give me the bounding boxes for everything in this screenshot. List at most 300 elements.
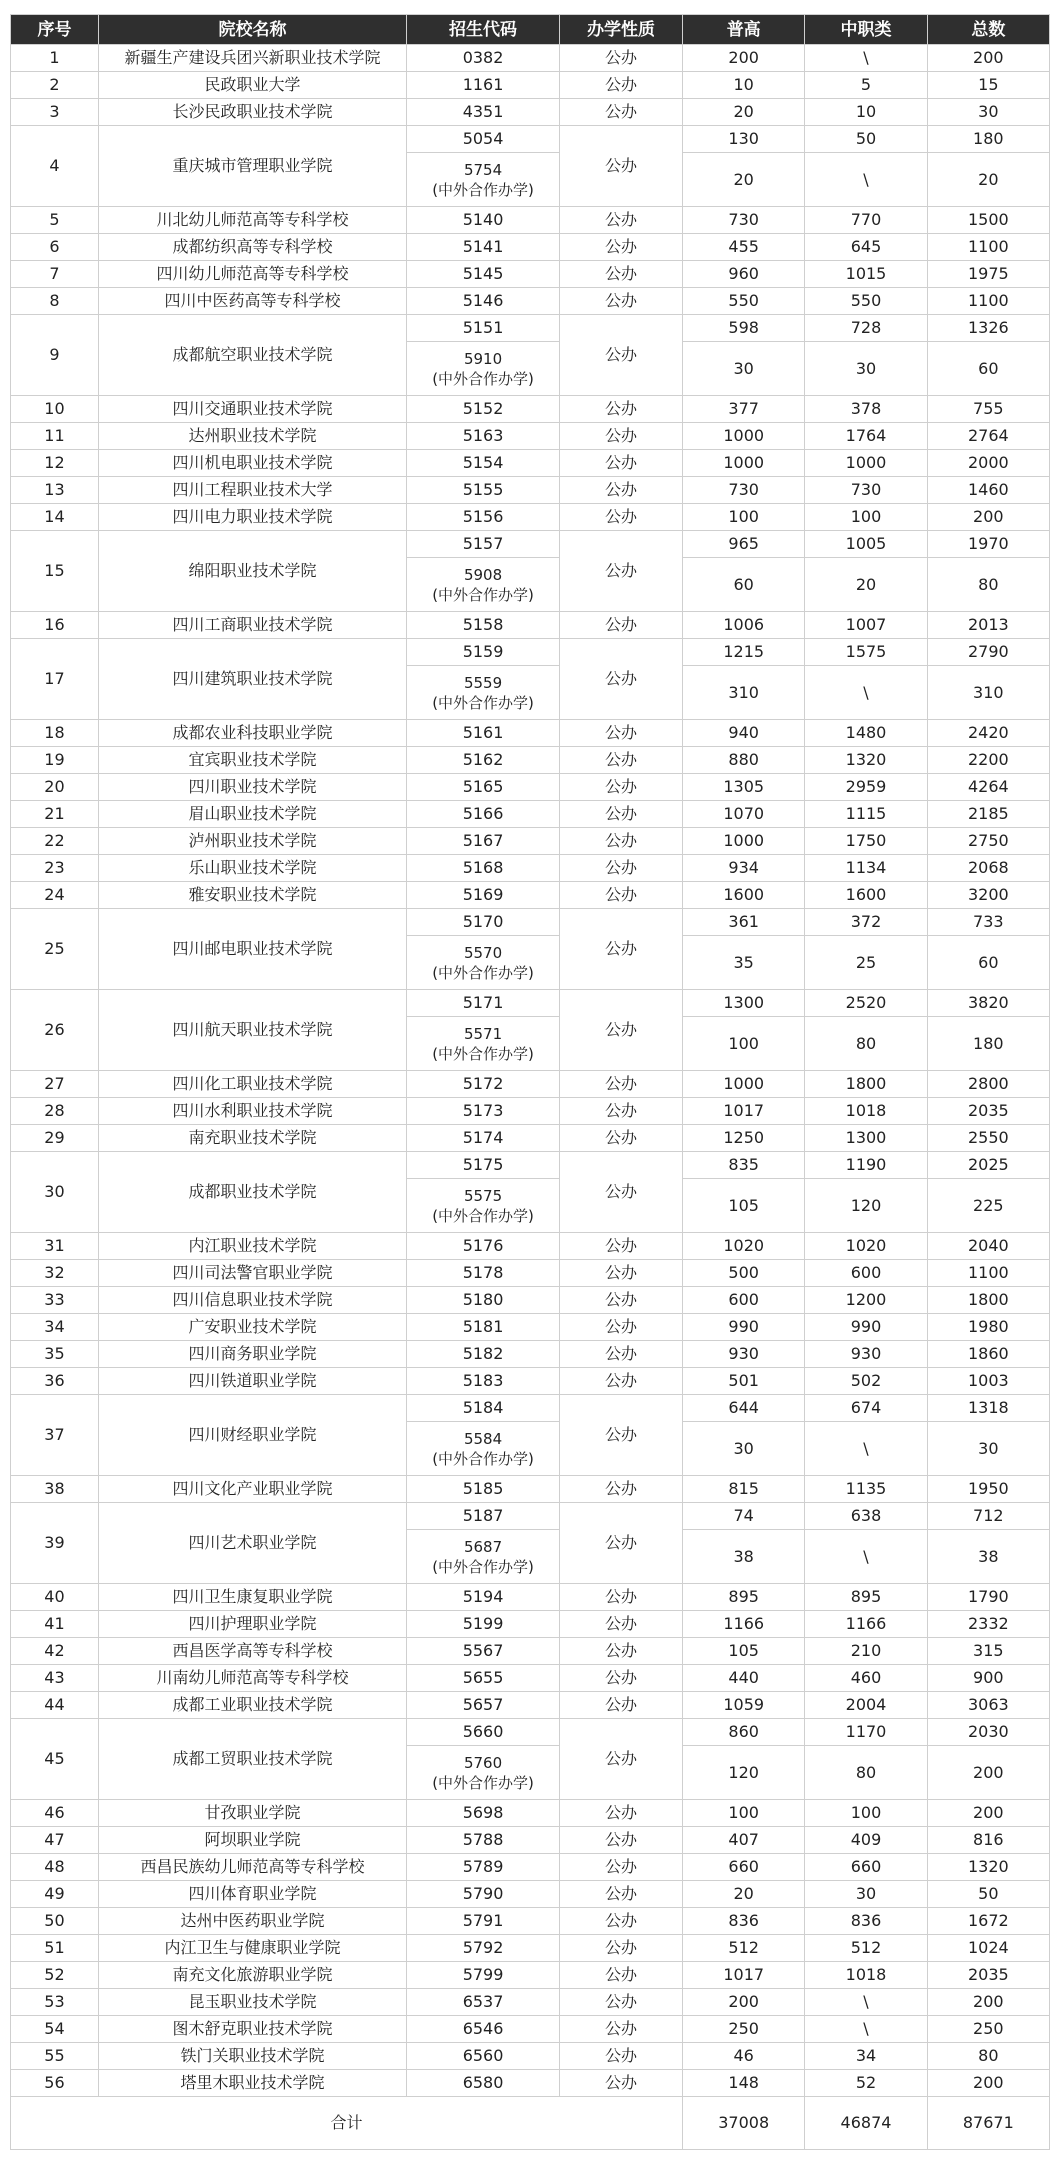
header-no: 序号 bbox=[11, 15, 99, 45]
enroll-code bbox=[407, 558, 560, 612]
row-number: 53 bbox=[11, 1989, 99, 2016]
total-count: 2025 bbox=[927, 1152, 1049, 1179]
row-number: 48 bbox=[11, 1854, 99, 1881]
school-type: 公办 bbox=[560, 1071, 683, 1098]
school-name: 四川电力职业技术学院 bbox=[98, 504, 406, 531]
school-name: 宜宾职业技术学院 bbox=[98, 747, 406, 774]
school-name: 四川司法警官职业学院 bbox=[98, 1260, 406, 1287]
total-count: 3200 bbox=[927, 882, 1049, 909]
enroll-code: 5194 bbox=[407, 1584, 560, 1611]
pugao-count: 934 bbox=[683, 855, 805, 882]
enrollment-table bbox=[10, 14, 1050, 2150]
total-count: 3820 bbox=[927, 990, 1049, 1017]
school-type: 公办 bbox=[560, 1719, 683, 1800]
zhongzhi-count: 372 bbox=[805, 909, 927, 936]
total-count: 180 bbox=[927, 1017, 1049, 1071]
pugao-count: 644 bbox=[683, 1395, 805, 1422]
pugao-count: 200 bbox=[683, 1989, 805, 2016]
school-name: 长沙民政职业技术学院 bbox=[98, 99, 406, 126]
table-row bbox=[11, 1584, 1050, 1611]
total-count: 200 bbox=[927, 504, 1049, 531]
school-name: 成都农业科技职业学院 bbox=[98, 720, 406, 747]
school-type: 公办 bbox=[560, 720, 683, 747]
zhongzhi-count: 50 bbox=[805, 126, 927, 153]
enroll-code: 5173 bbox=[407, 1098, 560, 1125]
enroll-code: 6560 bbox=[407, 2043, 560, 2070]
row-number: 9 bbox=[11, 315, 99, 396]
pugao-count: 1006 bbox=[683, 612, 805, 639]
zhongzhi-count: 502 bbox=[805, 1368, 927, 1395]
row-number: 32 bbox=[11, 1260, 99, 1287]
school-name: 图木舒克职业技术学院 bbox=[98, 2016, 406, 2043]
table-header bbox=[11, 15, 1050, 45]
table-row bbox=[11, 1962, 1050, 1989]
zhongzhi-count: 1480 bbox=[805, 720, 927, 747]
enroll-code: 5792 bbox=[407, 1935, 560, 1962]
total-count: 2035 bbox=[927, 1962, 1049, 1989]
enroll-code: 5163 bbox=[407, 423, 560, 450]
pugao-count: 100 bbox=[683, 1800, 805, 1827]
total-count: 2030 bbox=[927, 1719, 1049, 1746]
zhongzhi-count: 2004 bbox=[805, 1692, 927, 1719]
pugao-count: 730 bbox=[683, 477, 805, 504]
table-row bbox=[11, 774, 1050, 801]
total-count: 816 bbox=[927, 1827, 1049, 1854]
table-row bbox=[11, 1503, 1050, 1530]
pugao-count: 1059 bbox=[683, 1692, 805, 1719]
row-number: 31 bbox=[11, 1233, 99, 1260]
pugao-count: 990 bbox=[683, 1314, 805, 1341]
enroll-code: 5145 bbox=[407, 261, 560, 288]
header-row bbox=[11, 15, 1050, 45]
table-row bbox=[11, 234, 1050, 261]
pugao-count: 860 bbox=[683, 1719, 805, 1746]
table-row bbox=[11, 45, 1050, 72]
enroll-code-note: (中外合作办学) bbox=[432, 585, 534, 604]
school-type: 公办 bbox=[560, 1881, 683, 1908]
pugao-count: 880 bbox=[683, 747, 805, 774]
total-count: 30 bbox=[927, 1422, 1049, 1476]
zhongzhi-count: 1575 bbox=[805, 639, 927, 666]
table-row bbox=[11, 1908, 1050, 1935]
row-number: 23 bbox=[11, 855, 99, 882]
pugao-count: 660 bbox=[683, 1854, 805, 1881]
pugao-count: 960 bbox=[683, 261, 805, 288]
pugao-count: 1215 bbox=[683, 639, 805, 666]
pugao-count: 600 bbox=[683, 1287, 805, 1314]
pugao-count: 35 bbox=[683, 936, 805, 990]
school-type: 公办 bbox=[560, 1152, 683, 1233]
enroll-code: 5168 bbox=[407, 855, 560, 882]
total-count: 733 bbox=[927, 909, 1049, 936]
school-name: 四川邮电职业技术学院 bbox=[98, 909, 406, 990]
table-row bbox=[11, 639, 1050, 666]
school-name: 昆玉职业技术学院 bbox=[98, 1989, 406, 2016]
row-number: 14 bbox=[11, 504, 99, 531]
zhongzhi-count: \ bbox=[805, 1422, 927, 1476]
zhongzhi-count: 1190 bbox=[805, 1152, 927, 1179]
enroll-code: 5167 bbox=[407, 828, 560, 855]
school-name: 甘孜职业学院 bbox=[98, 1800, 406, 1827]
school-name: 西昌医学高等专科学校 bbox=[98, 1638, 406, 1665]
enroll-code: 5054 bbox=[407, 126, 560, 153]
table-body bbox=[11, 45, 1050, 2097]
school-type: 公办 bbox=[560, 990, 683, 1071]
table-row bbox=[11, 423, 1050, 450]
zhongzhi-count: 210 bbox=[805, 1638, 927, 1665]
pugao-count: 74 bbox=[683, 1503, 805, 1530]
enroll-code: 5176 bbox=[407, 1233, 560, 1260]
row-number: 5 bbox=[11, 207, 99, 234]
pugao-count: 1000 bbox=[683, 450, 805, 477]
pugao-count: 598 bbox=[683, 315, 805, 342]
school-name: 塔里木职业技术学院 bbox=[98, 2070, 406, 2097]
school-name: 四川化工职业技术学院 bbox=[98, 1071, 406, 1098]
school-name: 阿坝职业学院 bbox=[98, 1827, 406, 1854]
school-type: 公办 bbox=[560, 531, 683, 612]
row-number: 28 bbox=[11, 1098, 99, 1125]
school-type: 公办 bbox=[560, 504, 683, 531]
school-name: 成都职业技术学院 bbox=[98, 1152, 406, 1233]
enroll-code: 5158 bbox=[407, 612, 560, 639]
school-type: 公办 bbox=[560, 882, 683, 909]
school-type: 公办 bbox=[560, 1692, 683, 1719]
pugao-count: 895 bbox=[683, 1584, 805, 1611]
pugao-count: 512 bbox=[683, 1935, 805, 1962]
school-type: 公办 bbox=[560, 1908, 683, 1935]
school-name: 雅安职业技术学院 bbox=[98, 882, 406, 909]
total-count: 2800 bbox=[927, 1071, 1049, 1098]
row-number: 33 bbox=[11, 1287, 99, 1314]
row-number: 35 bbox=[11, 1341, 99, 1368]
school-type: 公办 bbox=[560, 1125, 683, 1152]
enroll-code-number: 5687 bbox=[463, 1537, 503, 1556]
school-type: 公办 bbox=[560, 1665, 683, 1692]
table-row bbox=[11, 747, 1050, 774]
total-count: 200 bbox=[927, 1746, 1049, 1800]
row-number: 17 bbox=[11, 639, 99, 720]
enroll-code bbox=[407, 1746, 560, 1800]
table-row bbox=[11, 1476, 1050, 1503]
school-type: 公办 bbox=[560, 1638, 683, 1665]
school-name: 绵阳职业技术学院 bbox=[98, 531, 406, 612]
enroll-code bbox=[407, 1422, 560, 1476]
row-number: 8 bbox=[11, 288, 99, 315]
enroll-code: 6580 bbox=[407, 2070, 560, 2097]
total-count: 180 bbox=[927, 126, 1049, 153]
table-row bbox=[11, 1665, 1050, 1692]
school-type: 公办 bbox=[560, 315, 683, 396]
table-row bbox=[11, 1071, 1050, 1098]
pugao-count: 940 bbox=[683, 720, 805, 747]
school-type: 公办 bbox=[560, 2043, 683, 2070]
pugao-count: 20 bbox=[683, 153, 805, 207]
row-number: 45 bbox=[11, 1719, 99, 1800]
pugao-count: 455 bbox=[683, 234, 805, 261]
school-name: 眉山职业技术学院 bbox=[98, 801, 406, 828]
enroll-code: 1161 bbox=[407, 72, 560, 99]
row-number: 4 bbox=[11, 126, 99, 207]
total-count: 2013 bbox=[927, 612, 1049, 639]
total-count: 2550 bbox=[927, 1125, 1049, 1152]
table-row bbox=[11, 612, 1050, 639]
school-name: 四川工程职业技术大学 bbox=[98, 477, 406, 504]
pugao-count: 1300 bbox=[683, 990, 805, 1017]
total-count: 60 bbox=[927, 342, 1049, 396]
zhongzhi-count: 80 bbox=[805, 1017, 927, 1071]
table-row bbox=[11, 1098, 1050, 1125]
table-row bbox=[11, 1125, 1050, 1152]
enroll-code: 4351 bbox=[407, 99, 560, 126]
table-row bbox=[11, 1692, 1050, 1719]
total-count: 2790 bbox=[927, 639, 1049, 666]
row-number: 47 bbox=[11, 1827, 99, 1854]
pugao-count: 377 bbox=[683, 396, 805, 423]
total-count: 80 bbox=[927, 2043, 1049, 2070]
zhongzhi-count: 638 bbox=[805, 1503, 927, 1530]
row-number: 3 bbox=[11, 99, 99, 126]
total-count: 1100 bbox=[927, 234, 1049, 261]
table-row bbox=[11, 504, 1050, 531]
zhongzhi-count: 1170 bbox=[805, 1719, 927, 1746]
school-name: 西昌民族幼儿师范高等专科学校 bbox=[98, 1854, 406, 1881]
row-number: 34 bbox=[11, 1314, 99, 1341]
row-number: 10 bbox=[11, 396, 99, 423]
school-name: 川南幼儿师范高等专科学校 bbox=[98, 1665, 406, 1692]
school-type: 公办 bbox=[560, 288, 683, 315]
total-count: 1800 bbox=[927, 1287, 1049, 1314]
zhongzhi-count: 5 bbox=[805, 72, 927, 99]
pugao-count: 105 bbox=[683, 1179, 805, 1233]
zhongzhi-count: 1764 bbox=[805, 423, 927, 450]
school-type: 公办 bbox=[560, 207, 683, 234]
total-label: 合计 bbox=[11, 2097, 683, 2150]
zhongzhi-count: 895 bbox=[805, 1584, 927, 1611]
zhongzhi-count: 10 bbox=[805, 99, 927, 126]
total-count: 1672 bbox=[927, 1908, 1049, 1935]
school-name: 新疆生产建设兵团兴新职业技术学院 bbox=[98, 45, 406, 72]
school-name: 南充职业技术学院 bbox=[98, 1125, 406, 1152]
pugao-count: 1166 bbox=[683, 1611, 805, 1638]
total-count: 2764 bbox=[927, 423, 1049, 450]
table-row bbox=[11, 1719, 1050, 1746]
school-type: 公办 bbox=[560, 261, 683, 288]
row-number: 18 bbox=[11, 720, 99, 747]
enroll-code: 5788 bbox=[407, 1827, 560, 1854]
total-count: 250 bbox=[927, 2016, 1049, 2043]
pugao-count: 1020 bbox=[683, 1233, 805, 1260]
total-count: 200 bbox=[927, 1800, 1049, 1827]
enroll-code: 5170 bbox=[407, 909, 560, 936]
zhongzhi-count: 1018 bbox=[805, 1962, 927, 1989]
zhongzhi-count: 100 bbox=[805, 504, 927, 531]
school-type: 公办 bbox=[560, 747, 683, 774]
pugao-count: 815 bbox=[683, 1476, 805, 1503]
row-number: 37 bbox=[11, 1395, 99, 1476]
enroll-code: 5174 bbox=[407, 1125, 560, 1152]
school-name: 铁门关职业技术学院 bbox=[98, 2043, 406, 2070]
enroll-code bbox=[407, 153, 560, 207]
school-type: 公办 bbox=[560, 1395, 683, 1476]
school-type: 公办 bbox=[560, 1935, 683, 1962]
row-number: 38 bbox=[11, 1476, 99, 1503]
zhongzhi-count: 728 bbox=[805, 315, 927, 342]
school-type: 公办 bbox=[560, 801, 683, 828]
row-number: 6 bbox=[11, 234, 99, 261]
enroll-code: 5183 bbox=[407, 1368, 560, 1395]
pugao-count: 1000 bbox=[683, 1071, 805, 1098]
row-number: 20 bbox=[11, 774, 99, 801]
table-row bbox=[11, 1611, 1050, 1638]
zhongzhi-count: 30 bbox=[805, 342, 927, 396]
total-count: 3063 bbox=[927, 1692, 1049, 1719]
total-count: 200 bbox=[927, 2070, 1049, 2097]
school-type: 公办 bbox=[560, 45, 683, 72]
pugao-count: 310 bbox=[683, 666, 805, 720]
pugao-count: 407 bbox=[683, 1827, 805, 1854]
enroll-code-number: 5760 bbox=[463, 1753, 503, 1772]
pugao-count: 10 bbox=[683, 72, 805, 99]
zhongzhi-count: 1800 bbox=[805, 1071, 927, 1098]
table-row bbox=[11, 2043, 1050, 2070]
pugao-count: 965 bbox=[683, 531, 805, 558]
school-type: 公办 bbox=[560, 99, 683, 126]
zhongzhi-count: 1115 bbox=[805, 801, 927, 828]
enroll-code-note: (中外合作办学) bbox=[432, 180, 534, 199]
school-name: 四川护理职业学院 bbox=[98, 1611, 406, 1638]
total-count: 1860 bbox=[927, 1341, 1049, 1368]
enroll-code: 5790 bbox=[407, 1881, 560, 1908]
school-name: 泸州职业技术学院 bbox=[98, 828, 406, 855]
school-type: 公办 bbox=[560, 396, 683, 423]
enroll-code: 5172 bbox=[407, 1071, 560, 1098]
enroll-code-note: (中外合作办学) bbox=[432, 963, 534, 982]
total-count: 30 bbox=[927, 99, 1049, 126]
enroll-code: 5157 bbox=[407, 531, 560, 558]
pugao-count: 30 bbox=[683, 1422, 805, 1476]
total-count: 1326 bbox=[927, 315, 1049, 342]
total-count: 1320 bbox=[927, 1854, 1049, 1881]
row-number: 25 bbox=[11, 909, 99, 990]
table-row bbox=[11, 882, 1050, 909]
table-row bbox=[11, 2016, 1050, 2043]
enroll-code: 5165 bbox=[407, 774, 560, 801]
zhongzhi-count: 100 bbox=[805, 1800, 927, 1827]
total-count: 38 bbox=[927, 1530, 1049, 1584]
table-row bbox=[11, 828, 1050, 855]
total-row bbox=[11, 2097, 1050, 2150]
zhongzhi-count: 1600 bbox=[805, 882, 927, 909]
total-count: 2185 bbox=[927, 801, 1049, 828]
zhongzhi-count: 550 bbox=[805, 288, 927, 315]
enroll-code: 6546 bbox=[407, 2016, 560, 2043]
enroll-code bbox=[407, 666, 560, 720]
total-count: 1100 bbox=[927, 288, 1049, 315]
enroll-code-note: (中外合作办学) bbox=[432, 1449, 534, 1468]
school-type: 公办 bbox=[560, 909, 683, 990]
enroll-code: 5181 bbox=[407, 1314, 560, 1341]
total-count: 1100 bbox=[927, 1260, 1049, 1287]
zhongzhi-count: \ bbox=[805, 1989, 927, 2016]
table-row bbox=[11, 1260, 1050, 1287]
zhongzhi-count: 1015 bbox=[805, 261, 927, 288]
enroll-code: 5141 bbox=[407, 234, 560, 261]
pugao-count: 20 bbox=[683, 1881, 805, 1908]
zhongzhi-count: 25 bbox=[805, 936, 927, 990]
pugao-count: 46 bbox=[683, 2043, 805, 2070]
school-type: 公办 bbox=[560, 1314, 683, 1341]
enroll-code: 5155 bbox=[407, 477, 560, 504]
row-number: 7 bbox=[11, 261, 99, 288]
total-count: 2000 bbox=[927, 450, 1049, 477]
enroll-code-note: (中外合作办学) bbox=[432, 1773, 534, 1792]
school-type: 公办 bbox=[560, 1503, 683, 1584]
row-number: 22 bbox=[11, 828, 99, 855]
table-row bbox=[11, 1800, 1050, 1827]
header-pugao: 普高 bbox=[683, 15, 805, 45]
enroll-code: 5161 bbox=[407, 720, 560, 747]
pugao-count: 60 bbox=[683, 558, 805, 612]
pugao-count: 1070 bbox=[683, 801, 805, 828]
pugao-count: 1600 bbox=[683, 882, 805, 909]
school-name: 四川职业技术学院 bbox=[98, 774, 406, 801]
enroll-code: 5169 bbox=[407, 882, 560, 909]
enroll-code: 5657 bbox=[407, 1692, 560, 1719]
enroll-code: 5199 bbox=[407, 1611, 560, 1638]
total-count: 80 bbox=[927, 558, 1049, 612]
enroll-code: 5146 bbox=[407, 288, 560, 315]
zhongzhi-count: \ bbox=[805, 666, 927, 720]
row-number: 44 bbox=[11, 1692, 99, 1719]
zhongzhi-count: 1000 bbox=[805, 450, 927, 477]
table-row bbox=[11, 1935, 1050, 1962]
total-count: 20 bbox=[927, 153, 1049, 207]
header-total: 总数 bbox=[927, 15, 1049, 45]
school-type: 公办 bbox=[560, 774, 683, 801]
pugao-count: 20 bbox=[683, 99, 805, 126]
enroll-code bbox=[407, 1530, 560, 1584]
total-count: 60 bbox=[927, 936, 1049, 990]
zhongzhi-count: 1750 bbox=[805, 828, 927, 855]
enroll-code: 5698 bbox=[407, 1800, 560, 1827]
zhongzhi-count: \ bbox=[805, 153, 927, 207]
school-name: 四川财经职业学院 bbox=[98, 1395, 406, 1476]
school-name: 达州职业技术学院 bbox=[98, 423, 406, 450]
school-name: 四川水利职业技术学院 bbox=[98, 1098, 406, 1125]
total-count: 1500 bbox=[927, 207, 1049, 234]
school-type: 公办 bbox=[560, 477, 683, 504]
school-name: 四川中医药高等专科学校 bbox=[98, 288, 406, 315]
enroll-code-number: 5575 bbox=[463, 1186, 503, 1205]
row-number: 54 bbox=[11, 2016, 99, 2043]
total-count: 2420 bbox=[927, 720, 1049, 747]
zhongzhi-count: 930 bbox=[805, 1341, 927, 1368]
table-row bbox=[11, 72, 1050, 99]
total-pugao: 37008 bbox=[683, 2097, 805, 2150]
table-row bbox=[11, 801, 1050, 828]
table-row bbox=[11, 261, 1050, 288]
enroll-code bbox=[407, 342, 560, 396]
total-count: 900 bbox=[927, 1665, 1049, 1692]
table-row bbox=[11, 450, 1050, 477]
school-type: 公办 bbox=[560, 1584, 683, 1611]
pugao-count: 130 bbox=[683, 126, 805, 153]
school-name: 成都纺织高等专科学校 bbox=[98, 234, 406, 261]
school-type: 公办 bbox=[560, 1341, 683, 1368]
row-number: 2 bbox=[11, 72, 99, 99]
enroll-code: 5178 bbox=[407, 1260, 560, 1287]
total-zhongzhi: 46874 bbox=[805, 2097, 927, 2150]
